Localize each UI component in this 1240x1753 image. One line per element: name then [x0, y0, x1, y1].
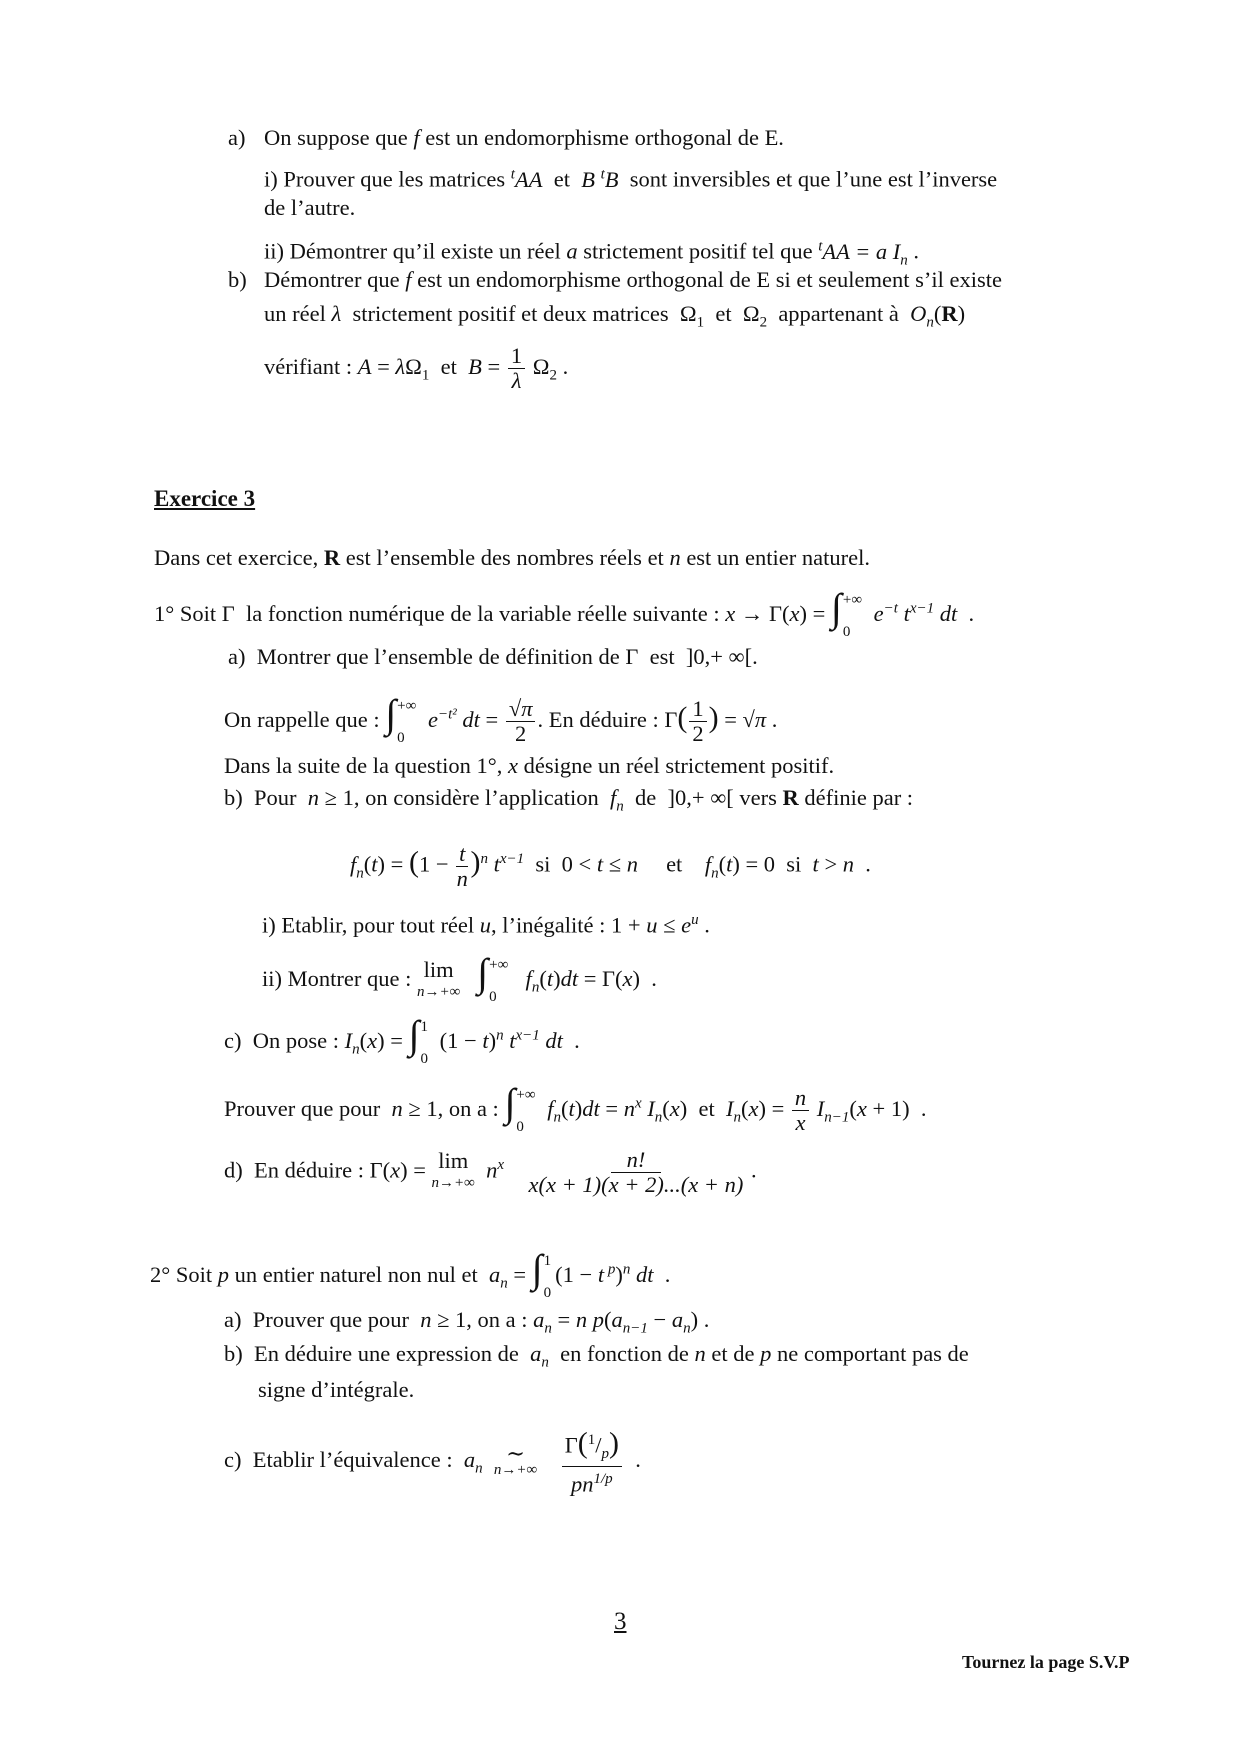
q1b-i: i) Etablir, pour tout réel u, l’inégalité : $1 + u \le e^u$ .: [262, 912, 710, 938]
footer-turn-page: Tournez la page S.V.P: [962, 1652, 1130, 1672]
exercise-title: Exercice 3: [154, 486, 256, 511]
item-a-ii-text: ii) Démontrer qu’il existe un réel a strictement positif tel que $^t$AA = a $I_n$ .: [264, 238, 920, 268]
q1a-recall: On rappelle que : ∫+∞ 0 $e^{-t^2}$ dt = $\frac{√\pi}{2}$ . En déduire : Γ( $\frac{1}{2}$ ) = √π .: [224, 691, 778, 747]
q1b: b) Pour n ≥ 1, on considère l’application $f_n$ de ]0,+ ∞[ vers R définie par :: [224, 785, 914, 815]
q1a: a) Montrer que l’ensemble de définition de Γ est ]0,+ ∞[.: [228, 644, 758, 669]
q2c: c) Etablir l’équivalence : $a_n$ ∼ n→+∞ $\frac{\Gamma(^1/_p)}{pn^{1/p}}$ .: [224, 1426, 641, 1497]
q2b-1: b) En déduire une expression de $a_n$ en fonction de n et de p ne comportant pas de: [224, 1341, 969, 1371]
item-a-label: a): [228, 125, 246, 150]
item-b-text-3: vérifiant : $A = \lambda\Omega_1$ et B = $\frac{1}{\lambda}$ $\Omega_2$ .: [264, 343, 569, 394]
exercise-intro: Dans cet exercice, R est l’ensemble des nombres réels et n est un entier naturel.: [154, 545, 870, 570]
q1d: d) En déduire : Γ(x) = lim n→+∞ $n^x$ $\frac{n!}{x(x + 1)(x + 2)...(x + n)}$ .: [224, 1146, 757, 1197]
q1b-ii: ii) Montrer que : lim n→+∞ ∫+∞ 0 $f_n(t)dt = \Gamma(x)$ .: [262, 950, 657, 1005]
item-b-text-1: Démontrer que f est un endomorphisme orthogonal de E si et seulement s’il existe: [264, 267, 1002, 292]
item-a-i-text: i) Prouver que les matrices $^t$AA et B $^t$B sont inversibles et que l’une est l’inverse: [264, 166, 998, 192]
item-a-text: On suppose que f est un endomorphisme orthogonal de E.: [264, 125, 784, 150]
item-b-label: b): [228, 267, 247, 292]
item-b-text-2: un réel λ strictement positif et deux matrices $\Omega_1$ et $\Omega_2$ appartenant à $O_n(R)$: [264, 301, 966, 331]
page-number: 3: [614, 1608, 627, 1635]
q1c: c) On pose : $I_n(x) = \int 1$ 0 $(1 - t)^n$ $t^{x-1}$ dt .: [224, 1012, 580, 1067]
q1c-prove: Prouver que pour n ≥ 1, on a : ∫+∞ 0 $f_n(t)dt = n^x$ $I_n(x)$ et $I_n(x)$ = $\frac{n}{x}$ $I_{n-1}(x + 1)$ .: [224, 1080, 927, 1136]
item-a-i-text-2: de l’autre.: [264, 195, 356, 220]
q1-intro: 1° Soit Γ la fonction numérique de la variable réelle suivante : x → Γ(x) = ∫+∞ 0 $e^{-t}$ $t^{x-1}$ dt .: [154, 585, 975, 640]
q1-note: Dans la suite de la question 1°, x désigne un réel strictement positif.: [224, 753, 835, 778]
q2b-2: signe d’intégrale.: [258, 1377, 415, 1402]
q2-intro: 2° Soit p un entier naturel non nul et $a_n = \int 1$ 0(1 − t $^p$)$^n$ dt .: [150, 1246, 671, 1301]
q2a: a) Prouver que pour n ≥ 1, on a : $a_n = n$ $p(a_{n-1} - a_n)$ .: [224, 1307, 710, 1337]
q1b-def: $f_n(t) = (1$ − $\frac{t}{n}$ )$^n$ $t^{x-1}$ si 0 < t ≤ n et $f_n(t) = 0$ si t > n .: [350, 840, 871, 891]
